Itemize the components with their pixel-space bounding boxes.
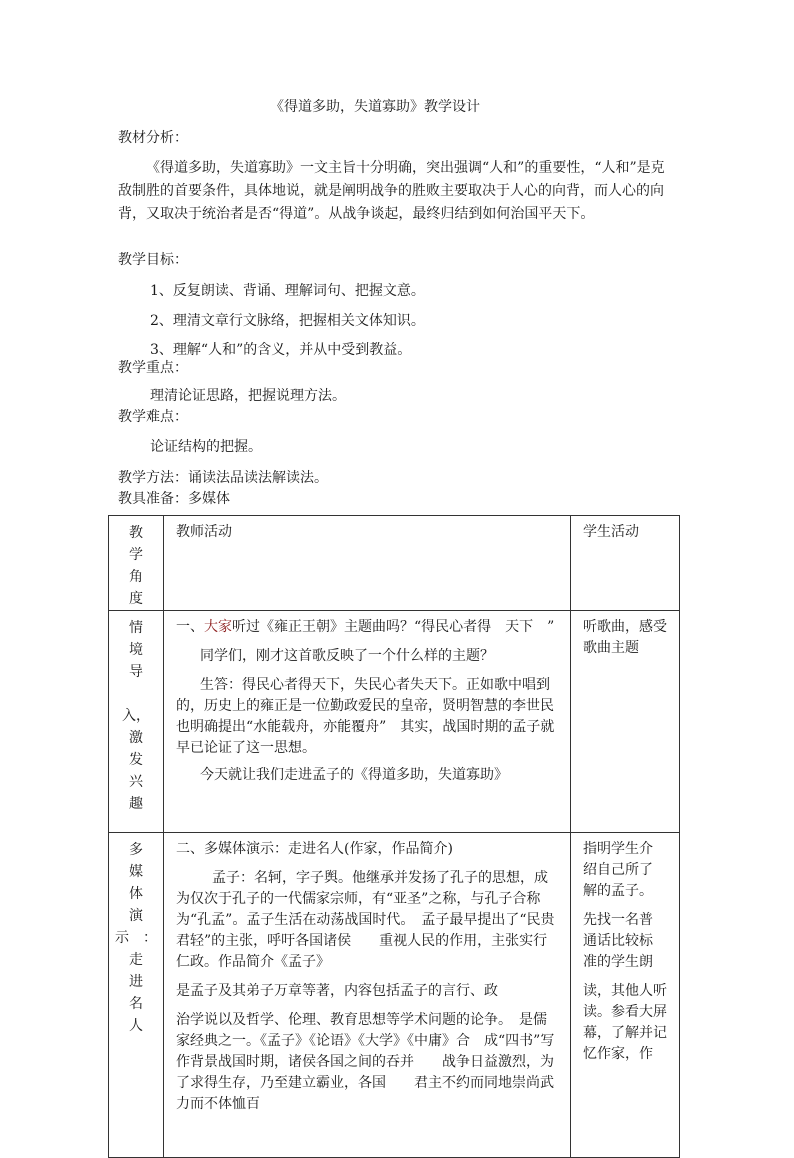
header-teacher: 教师活动 — [164, 516, 571, 611]
analysis-heading: 教材分析： — [118, 130, 188, 146]
header-angle: 教 学 角 度 — [109, 516, 164, 611]
teacher-cell-media — [164, 833, 571, 1158]
analysis-text: 《得道多助，失道寡助》一文主旨十分明确，突出强调“人和”的重要性，“人和”是克敌制胜的首要条件，具体地说，就是阐明战争的胜败主要取决于人心的向背，而人心的向背，又取决于统治者是否“得道”。从战争谈起，最终归结到如何治国平天下。 — [118, 160, 665, 222]
teacher-line-1 — [176, 617, 560, 638]
student-media-clip — [583, 839, 681, 1157]
teacher-media-line-4: 治学说以及哲学、伦理、教育思想等学术问题的论争。 是儒家经典之一。《孟子》《论语》《大学》《中庸》合 成“四书”写作背景战国时期，诸侯各国之间的吞并 战争日益激烈，为了求得生存，乃至建立霸业，各国 君主不约而同地崇尚武力而不体恤百 — [176, 1012, 555, 1112]
student-line-intro: 听歌曲，感受 歌曲主题 — [583, 619, 681, 656]
goal-item-2: 2、理清文章行文脉络，把握相关文体知识。 — [150, 313, 425, 329]
student-cell-media — [571, 833, 680, 1158]
teacher-line-3: 生答：得民心者得天下，失民心者失天下。正如歌中唱到的，历史上的雍正是一位勤政爱民的皇帝，贤明智慧的李世民也明确提出“水能载舟，亦能覆舟” 其实，战国时期的孟子就早已论证了这一思想。 — [176, 677, 555, 756]
teacher-media-line-1: 二、多媒体演示：走进名人(作家，作品简介) — [176, 841, 453, 857]
header-student: 学生活动 — [571, 516, 680, 611]
table-row-media — [109, 833, 680, 1158]
angle-cell-intro: 情 境 导 入， 激 发 兴 趣 — [109, 611, 164, 833]
goal-item-1: 1、反复朗读、背诵、理解词句、把握文意。 — [150, 283, 425, 299]
keypoint-heading: 教学重点： — [118, 360, 188, 376]
method-text: 教学方法：诵读法品读法解读法。 — [118, 470, 328, 486]
angle-cell-media: 多 媒 体 演 示 ： 走 进 名 人 — [109, 833, 164, 1158]
student-cell-intro — [571, 611, 680, 833]
page-title: 《得道多助，失道寡助》教学设计 — [270, 99, 480, 115]
teacher-media-line-2: 孟子：名轲，字子舆。他继承并发扬了孔子的思想，成为仅次于孔子的一代儒家宗师，有“亚圣”之称，与孔子合称为“孔孟”。孟子生活在动荡战国时代。 孟子最早提出了“民贵君轻”的主张，呼吁各国诸侯 重视人民的作用，主张实行仁政。作品简介《孟子》 — [176, 870, 555, 970]
teacher-line-2: 同学们，刚才这首歌反映了一个什么样的主题？ — [200, 648, 494, 664]
table-header-row — [109, 516, 680, 611]
teacher-media-line-3: 是孟子及其弟子万章等著，内容包括孟子的言行、政 — [176, 983, 498, 999]
teacher-media-clip — [176, 839, 560, 1157]
table-row-intro — [109, 611, 680, 833]
teacher-line-4: 今天就让我们走进孟子的《得道多助，失道寡助》 — [200, 767, 508, 783]
teacher-line-1-rest: 听过《雍正王朝》主题曲吗？“得民心者得 天下 ” — [232, 619, 555, 635]
tools-text: 教具准备：多媒体 — [118, 491, 230, 507]
student-media-line-2: 先找一名普 通话比较标 准的学生朗 — [583, 912, 667, 970]
keypoint-text: 理清论证思路，把握说理方法。 — [150, 388, 346, 404]
student-media-line-3: 读，其他人听 读。参看大屏 幕，了解并记忆作家，作 — [583, 983, 681, 1062]
goal-item-3: 3、理解“人和”的含义，并从中受到教益。 — [150, 342, 412, 358]
difficulty-heading: 教学难点： — [118, 409, 188, 425]
teacher-line-1-prefix: 一、 — [176, 619, 204, 635]
teacher-line-1-accent: 大家 — [204, 619, 232, 635]
goals-heading: 教学目标： — [118, 252, 188, 268]
difficulty-text: 论证结构的把握。 — [150, 439, 262, 455]
lesson-table — [108, 515, 680, 1158]
student-media-line-1: 指明学生介 绍自己所了 解的孟子。 — [583, 841, 667, 899]
teacher-cell-intro — [164, 611, 571, 833]
